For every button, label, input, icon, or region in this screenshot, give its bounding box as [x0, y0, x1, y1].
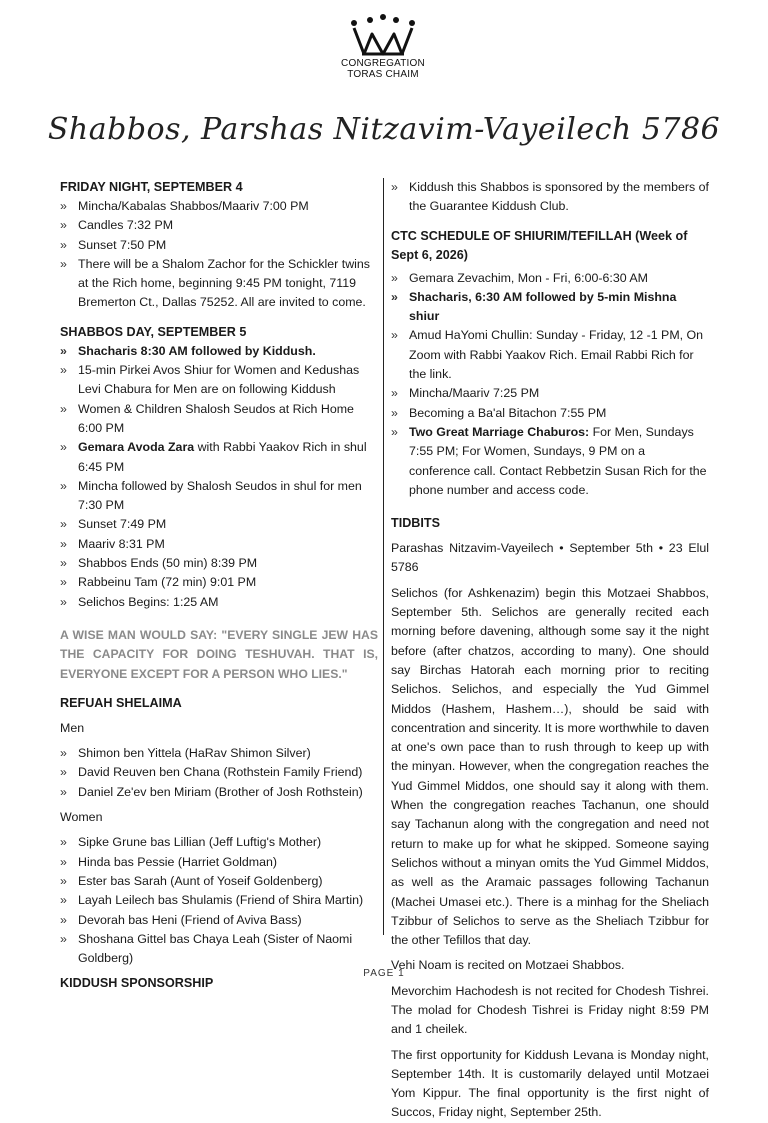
- men-list: [60, 744, 378, 802]
- list-item: [391, 423, 709, 500]
- tidbits-paragraph: The first opportunity for Kiddush Levana is Monday night, September 14th. It is customarily delayed until Motzaei Yom Kippur. The final opportunity is the first night of Succos, Friday night, September 25th.: [391, 1047, 709, 1120]
- wise-man-quote: A WISE MAN WOULD SAY: "EVERY SINGLE JEW HAS THE CAPACITY FOR DOING TESHUVAH. THAT IS, EVERYONE EXCEPT FOR A PERSON WHO LIES.": [60, 627, 378, 681]
- shabbos-list: [60, 342, 378, 612]
- friday-list: [60, 197, 378, 313]
- refuah-heading: REFUAH SHELAIMA: [60, 695, 182, 710]
- tidbits-paragraph: Mevorchim Hachodesh is not recited for Chodesh Tishrei. The molad for Chodesh Tishrei is Friday night 8:59 PM and 1 cheilek.: [391, 983, 709, 1037]
- shabbos-heading: SHABBOS DAY, SEPTEMBER 5: [60, 324, 247, 339]
- item-bold-text: Gemara Avoda Zara: [78, 440, 195, 455]
- list-item: » Rabbeinu Tam (72 min) 9:01 PM: [60, 573, 378, 592]
- org-name-line1: CONGREGATION: [341, 58, 425, 69]
- list-item: » Shacharis, 6:30 AM followed by 5-min Mishna shiur: [391, 288, 709, 327]
- org-name-line2: TORAS CHAIM: [347, 69, 419, 80]
- column-divider: [383, 178, 384, 935]
- kiddush-heading: KIDDUSH SPONSORSHIP: [60, 976, 214, 991]
- list-item: » Hinda bas Pessie (Harriet Goldman): [60, 853, 378, 872]
- left-column: [60, 178, 378, 993]
- list-item: » Becoming a Ba'al Bitachon 7:55 PM: [391, 404, 709, 423]
- list-item: » There will be a Shalom Zachor for the Schickler twins at the Rich home, beginning 9:45 PM tonight, 7119 Bremerton Ct., Dallas 75252. All are invited to come.: [60, 255, 378, 313]
- list-item: » Maariv 8:31 PM: [60, 535, 378, 554]
- list-item: » Amud HaYomi Chullin: Sunday - Friday, 12 -1 PM, On Zoom with Rabbi Yaakov Rich. Email Rabbi Rich for the link.: [391, 326, 709, 384]
- kiddush-list: [391, 178, 709, 217]
- ctc-heading: CTC SCHEDULE OF SHIURIM/TEFILLAH (Week of Sept 6, 2026): [391, 228, 688, 262]
- list-item: » Mincha/Maariv 7:25 PM: [391, 384, 709, 403]
- ctc-list: [391, 269, 709, 501]
- list-item: » 15-min Pirkei Avos Shiur for Women and Kedushas Levi Chabura for Men are on following Kiddush: [60, 361, 378, 400]
- list-item: [60, 438, 378, 477]
- congregation-logo: [333, 14, 433, 80]
- crown-icon: [348, 14, 418, 58]
- men-label: Men: [60, 720, 85, 735]
- list-item: » Shabbos Ends (50 min) 8:39 PM: [60, 554, 378, 573]
- right-column: [391, 178, 709, 1123]
- list-item: » Sunset 7:49 PM: [60, 515, 378, 534]
- item-text: with Rabbi Yaakov Rich in shul 6:45 PM: [78, 440, 367, 474]
- list-item: » Shimon ben Yittela (HaRav Shimon Silver): [60, 744, 378, 763]
- tidbits-subhead: Parashas Nitzavim-Vayeilech • September 5th • 23 Elul 5786: [391, 541, 709, 575]
- list-item: » David Reuven ben Chana (Rothstein Family Friend): [60, 763, 378, 782]
- page-number: PAGE 1: [363, 968, 405, 979]
- list-item: » Selichos Begins: 1:25 AM: [60, 593, 378, 612]
- list-item: » Candles 7:32 PM: [60, 216, 378, 235]
- page-title: Shabbos, Parshas Nitzavim-Vayeilech 5786: [47, 112, 721, 147]
- tidbits-paragraph: Selichos (for Ashkenazim) begin this Motzaei Shabbos, September 5th. Selichos are generally recited each morning before davening, although some say it the night before (after chatzos, according to many). One should say Birchas Hatorah each morning prior to reciting Selichos. Selichos, and especially the Yud Gimmel Middos (Hashem, Hashem…), should be said with concentration and sincerity. It is more worthwhile to daven at one's own pace than to rush through to keep up with the minyan. However, when the congregation reaches the Yud Gimmel Middos, one should say it along with them. When the congregation reaches Tachanun, one should say Tachanun along with the congregation and need not return to make up for what he skipped. Someone saying Selichos without a minyan omits the Yud Gimmel Middos, as well as the Aramaic passages following Tachanun (Machei Umasei etc.). There is a minhag for the Sheliach Tzibbur of Selichos to serve as the Sheliach Tzibbur for the other Tefillos that day.: [391, 585, 709, 948]
- women-label: Women: [60, 810, 103, 825]
- item-bold-text: Two Great Marriage Chaburos:: [409, 424, 590, 439]
- list-item: » Sipke Grune bas Lillian (Jeff Luftig's Mother): [60, 833, 378, 852]
- friday-heading: FRIDAY NIGHT, SEPTEMBER 4: [60, 180, 243, 194]
- women-list: [60, 833, 378, 968]
- tidbits-heading: TIDBITS: [391, 516, 440, 531]
- list-item: » Mincha/Kabalas Shabbos/Maariv 7:00 PM: [60, 197, 378, 216]
- list-item: » Shacharis 8:30 AM followed by Kiddush.: [60, 342, 378, 361]
- list-item: » Gemara Zevachim, Mon - Fri, 6:00-6:30 AM: [391, 269, 709, 288]
- list-item: » Ester bas Sarah (Aunt of Yoseif Goldenberg): [60, 872, 378, 891]
- list-item: » Layah Leilech bas Shulamis (Friend of Shira Martin): [60, 891, 378, 910]
- list-item: » Devorah bas Heni (Friend of Aviva Bass): [60, 911, 378, 930]
- item-text: For Men, Sundays 7:55 PM; For Women, Sundays, 9 PM on a conference call. Contact Rebbetzin Susan Rich for the phone number and access code.: [409, 424, 707, 497]
- list-item: » Daniel Ze'ev ben Miriam (Brother of Josh Rothstein): [60, 783, 378, 802]
- list-item: » Kiddush this Shabbos is sponsored by the members of the Guarantee Kiddush Club.: [391, 178, 709, 217]
- list-item: » Women & Children Shalosh Seudos at Rich Home 6:00 PM: [60, 400, 378, 439]
- list-item: » Shoshana Gittel bas Chaya Leah (Sister of Naomi Goldberg): [60, 930, 378, 969]
- tidbits-paragraph: Vehi Noam is recited on Motzaei Shabbos.: [391, 958, 625, 973]
- list-item: » Mincha followed by Shalosh Seudos in shul for men 7:30 PM: [60, 477, 378, 516]
- list-item: » Sunset 7:50 PM: [60, 236, 378, 255]
